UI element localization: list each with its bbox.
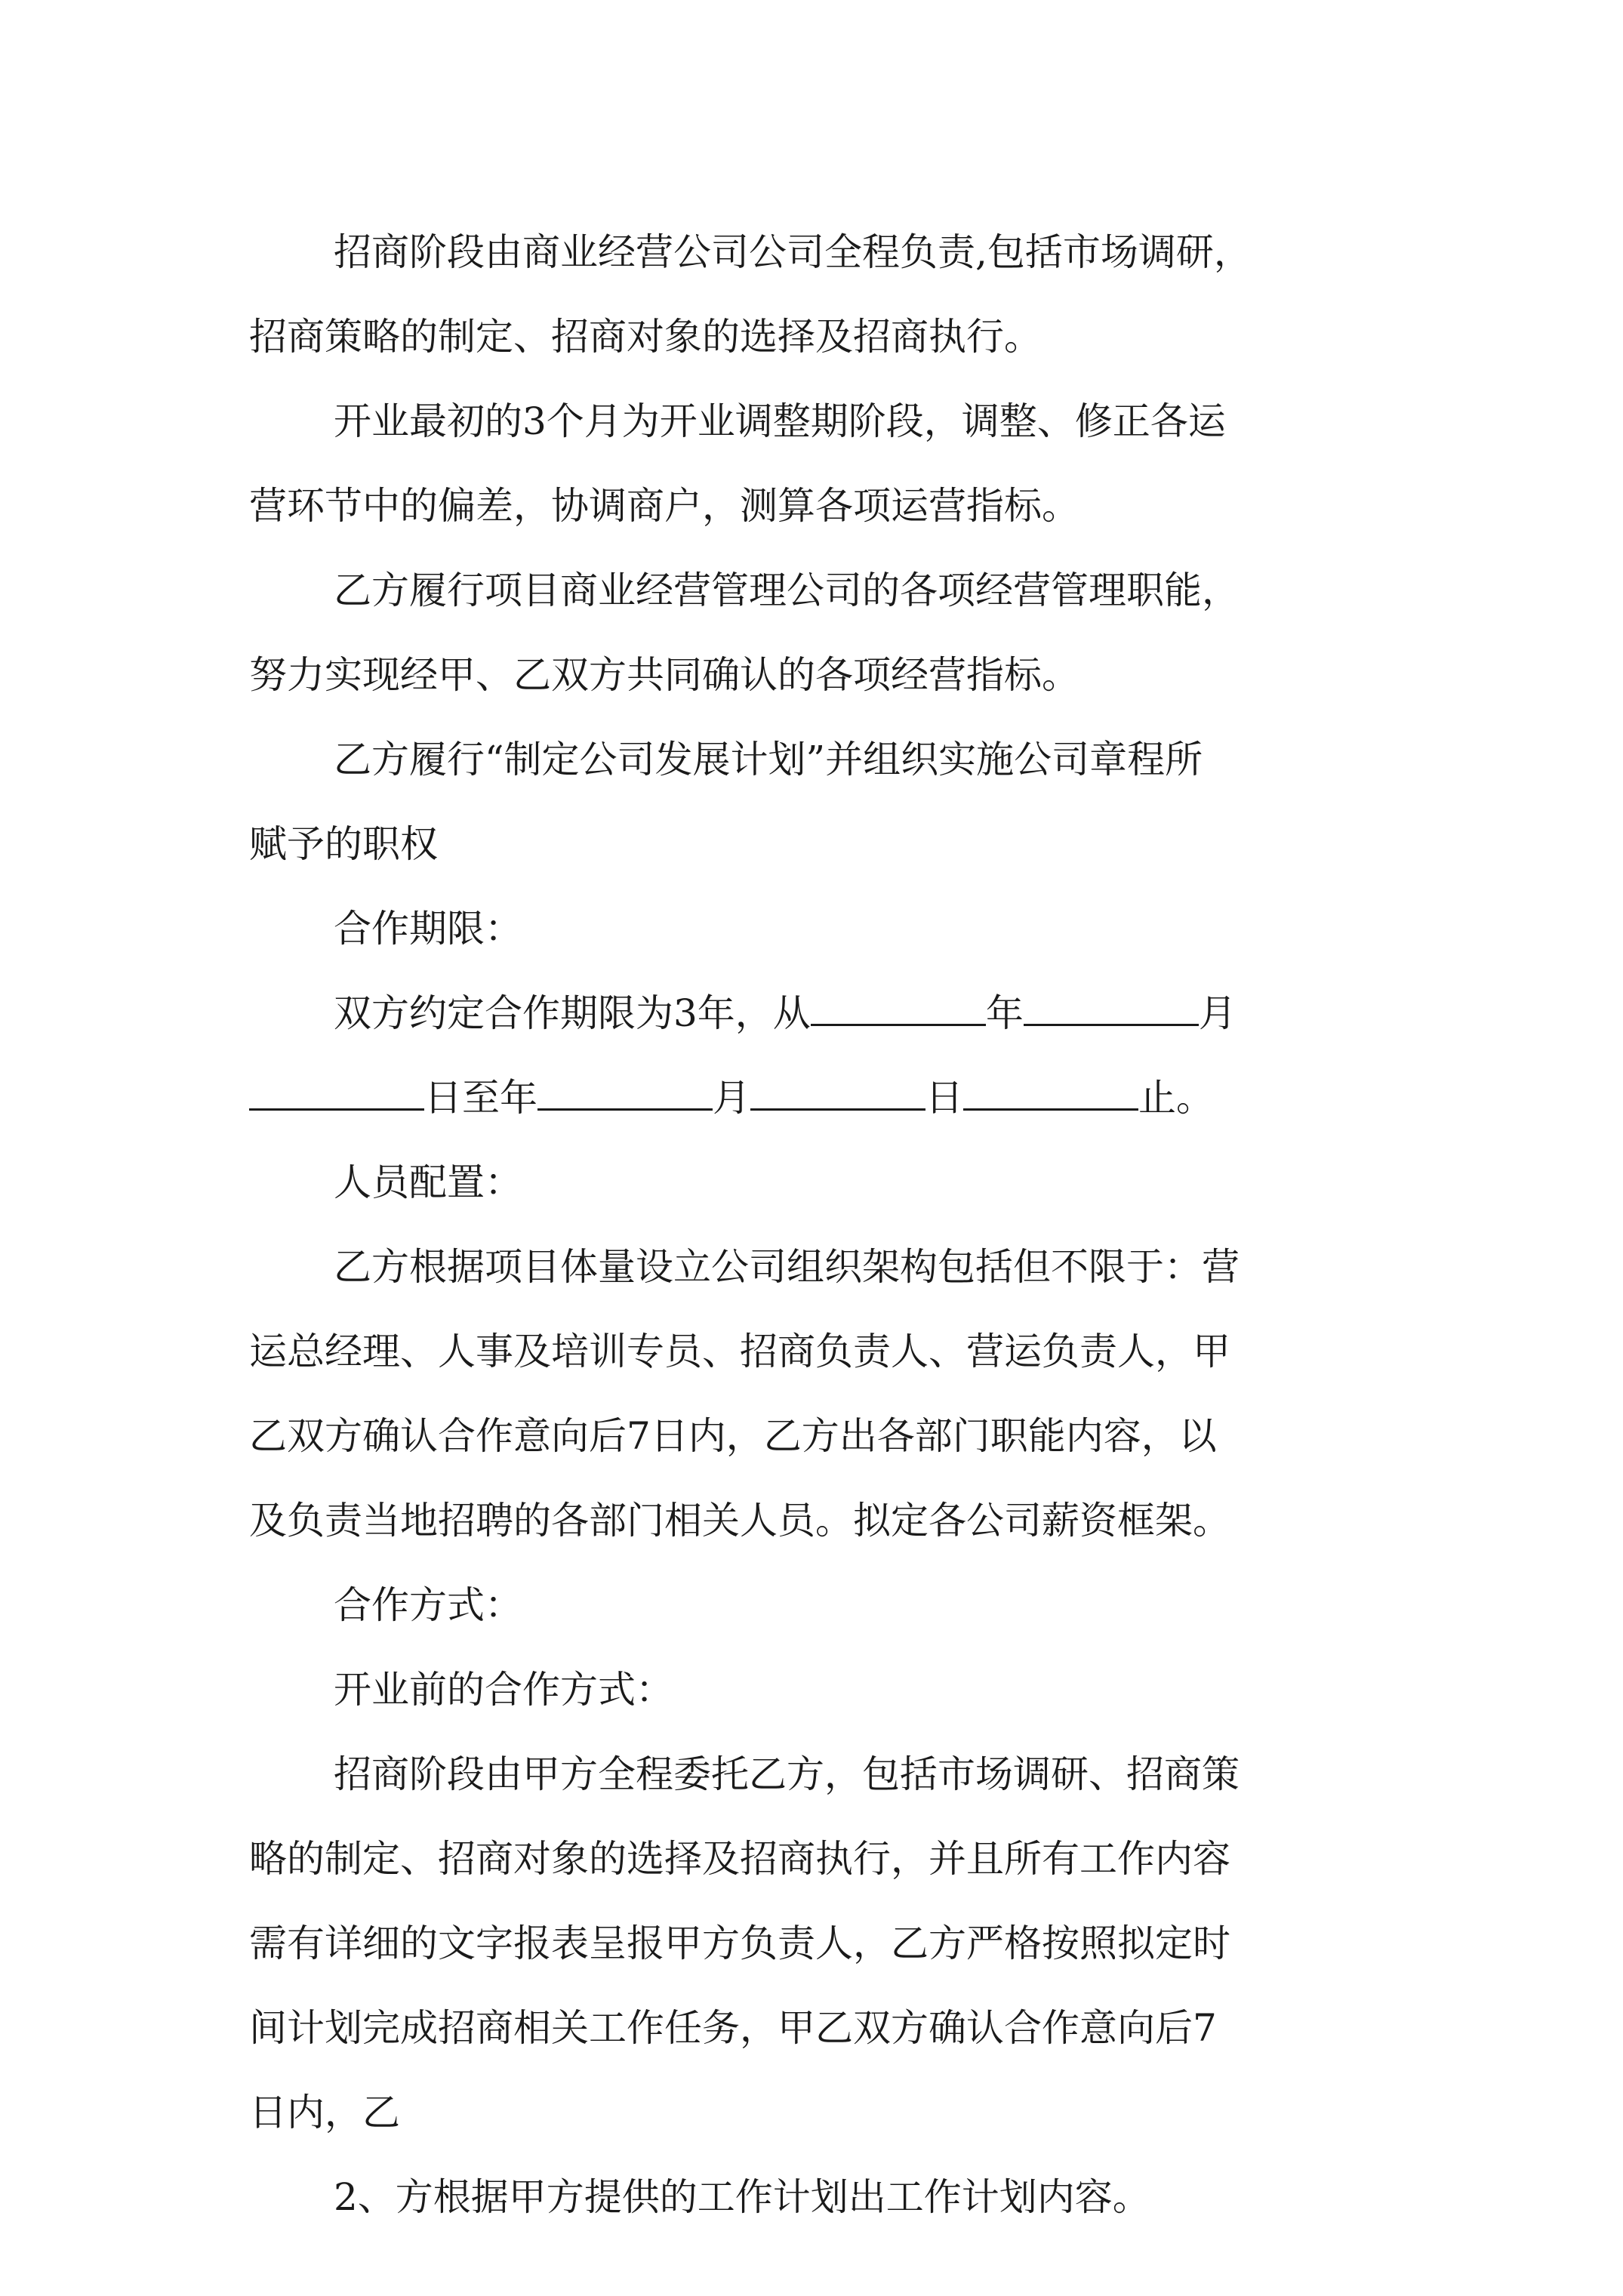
paragraph-line <box>249 1225 1389 1309</box>
paragraph-line <box>249 210 1389 294</box>
blank-field <box>750 1065 925 1111</box>
paragraph-line <box>249 1817 1389 1901</box>
blank-field <box>811 980 986 1026</box>
paragraph-line <box>249 1901 1389 1986</box>
text-line: 合作期限： <box>334 907 522 951</box>
text-line: 乙方根据项目体量设立公司组织架构包括但不限于：营 <box>334 1245 1240 1289</box>
text-line: 运总经理、人事及培训专员、招商负责人、营运负责人，甲 <box>249 1330 1230 1373</box>
text-fragment: 月 <box>713 1076 750 1120</box>
text-fragment: 日 <box>925 1076 963 1120</box>
text-line: 合作方式： <box>334 1583 522 1627</box>
paragraph-line <box>249 548 1389 633</box>
section-heading <box>249 1647 1389 1732</box>
text-line: 乙方履行项目商业经营管理公司的各项经营管理职能， <box>334 569 1240 612</box>
paragraph-line <box>249 464 1389 548</box>
text-line: 2、方根据甲方提供的工作计划出工作计划内容。 <box>334 2175 1150 2219</box>
text-line: 人员配置： <box>334 1160 522 1204</box>
text-line: 开业前的合作方式： <box>334 1668 673 1712</box>
text-line: 开业最初的3个月为开业调整期阶段，调整、修正各运 <box>334 399 1226 443</box>
document-body <box>249 210 1389 2239</box>
text-line: 努力实现经甲、乙双方共同确认的各项经营指标。 <box>249 653 1079 697</box>
text-fragment: 月 <box>1198 991 1236 1035</box>
text-fragment: 日至年 <box>424 1076 537 1120</box>
blank-field <box>249 1065 424 1111</box>
section-heading <box>249 886 1389 971</box>
paragraph-line <box>249 2155 1389 2239</box>
text-line: 招商策略的制定、招商对象的选择及招商执行。 <box>249 315 1042 359</box>
text-line: 招商阶段由商业经营公司公司全程负责,包括市场调研， <box>334 230 1252 274</box>
text-line: 需有详细的文字报表呈报甲方负责人，乙方严格按照拟定时 <box>249 1922 1230 1965</box>
term-line <box>249 971 1389 1056</box>
paragraph-line <box>249 1478 1389 1563</box>
term-line <box>249 1056 1389 1140</box>
text-line: 营环节中的偏差，协调商户，测算各项运营指标。 <box>249 484 1079 528</box>
text-line: 略的制定、招商对象的选择及招商执行，并且所有工作内容 <box>249 1837 1230 1881</box>
text-line: 乙方履行“制定公司发展计划”并组织实施公司章程所 <box>334 738 1203 781</box>
paragraph-line <box>249 1986 1389 2070</box>
text-line: 乙双方确认合作意向后7日内，乙方出各部门职能内容，以 <box>249 1414 1217 1458</box>
paragraph-line <box>249 2070 1389 2155</box>
blank-field <box>1024 980 1199 1026</box>
text-line: 双方约定合作期限为3年，从 <box>334 991 811 1035</box>
paragraph-line <box>249 1394 1389 1478</box>
paragraph-line <box>249 379 1389 464</box>
paragraph-line <box>249 633 1389 717</box>
text-line: 日内，乙 <box>249 2091 400 2134</box>
blank-field <box>963 1065 1138 1111</box>
section-heading <box>249 1563 1389 1647</box>
paragraph-line <box>249 802 1389 886</box>
text-line: 招商阶段由甲方全程委托乙方，包括市场调研、招商策 <box>334 1752 1240 1796</box>
text-line: 及负责当地招聘的各部门相关人员。拟定各公司薪资框架。 <box>249 1499 1230 1542</box>
text-line: 赋予的职权 <box>249 822 438 866</box>
paragraph-line <box>249 717 1389 802</box>
text-fragment: 止。 <box>1138 1076 1214 1120</box>
text-line: 间计划完成招商相关工作任务，甲乙双方确认合作意向后7 <box>249 2006 1217 2050</box>
paragraph-line <box>249 1309 1389 1394</box>
text-fragment: 年 <box>985 991 1024 1035</box>
blank-field <box>537 1065 713 1111</box>
paragraph-line <box>249 1732 1389 1817</box>
paragraph-line <box>249 294 1389 379</box>
section-heading <box>249 1140 1389 1225</box>
